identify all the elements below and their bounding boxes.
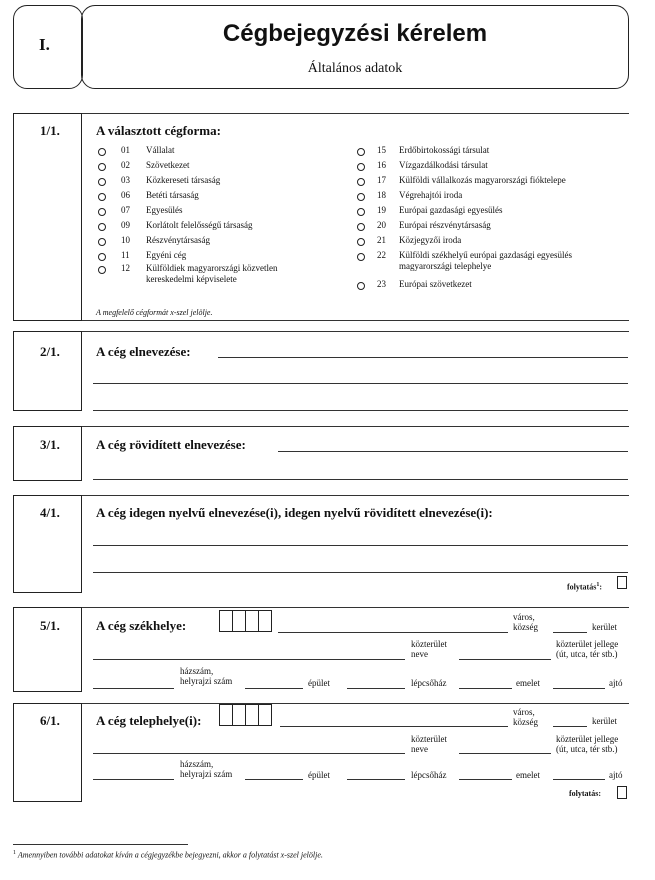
- section-2-number-box: [13, 331, 82, 411]
- company-form-radio-22[interactable]: [357, 253, 365, 261]
- section-1-bottom-rule: [82, 320, 629, 321]
- staircase-line[interactable]: [347, 688, 405, 689]
- foreign-name-line-2[interactable]: [93, 572, 628, 573]
- district-label: kerület: [592, 716, 617, 726]
- staircase-label: lépcsőház: [411, 770, 447, 780]
- company-form-radio-06[interactable]: [98, 193, 106, 201]
- street-name-line[interactable]: [93, 753, 405, 754]
- company-form-code: 22: [377, 250, 386, 260]
- continuation-checkbox[interactable]: [617, 576, 627, 589]
- building-line[interactable]: [245, 688, 303, 689]
- company-form-code: 06: [121, 190, 130, 200]
- section-2-top-rule: [82, 331, 629, 332]
- company-form-label: Szövetkezet: [146, 160, 190, 170]
- street-name-line[interactable]: [93, 659, 405, 660]
- company-form-label: Vállalat: [146, 145, 175, 155]
- section-roman-numeral: I.: [39, 35, 50, 54]
- continuation-label: folytatás$^1$:: [567, 582, 602, 592]
- company-form-label: Korlátolt felelősségű társaság: [146, 220, 253, 230]
- staircase-line[interactable]: [347, 779, 405, 780]
- section-3-title: A cég rövidített elnevezése:: [96, 437, 246, 452]
- continuation-checkbox[interactable]: [617, 786, 627, 799]
- company-form-radio-07[interactable]: [98, 208, 106, 216]
- company-form-radio-11[interactable]: [98, 253, 106, 261]
- section-1-number: 1/1.: [40, 123, 60, 138]
- section-3-number-box: [13, 426, 82, 481]
- section-3-number: 3/1.: [40, 437, 60, 452]
- section-5-number: 5/1.: [40, 618, 60, 633]
- district-label: kerület: [592, 622, 617, 632]
- company-form-code: 01: [121, 145, 130, 155]
- house-number-line[interactable]: [93, 688, 174, 689]
- city-line[interactable]: [280, 726, 508, 727]
- company-form-code: 03: [121, 175, 130, 185]
- street-type-label: közterület jellege (út, utca, tér stb.): [556, 639, 619, 659]
- company-form-label: Európai szövetkezet: [399, 279, 472, 289]
- street-name-label: közterület neve: [411, 639, 447, 659]
- company-form-code: 02: [121, 160, 130, 170]
- company-name-line-3[interactable]: [93, 410, 628, 411]
- company-form-radio-03[interactable]: [98, 178, 106, 186]
- company-name-line-1[interactable]: [218, 357, 628, 358]
- building-line[interactable]: [245, 779, 303, 780]
- section-6-top-rule: [82, 703, 629, 704]
- company-form-label: Európai gazdasági egyesülés: [399, 205, 503, 215]
- street-type-line[interactable]: [459, 659, 551, 660]
- section-6-number: 6/1.: [40, 713, 60, 728]
- house-number-label: házszám, helyrajzi szám: [180, 666, 233, 686]
- footnote: [13, 850, 323, 860]
- company-form-label: Vízgazdálkodási társulat: [399, 160, 488, 170]
- floor-label: emelet: [516, 678, 540, 688]
- company-form-note: A megfelelő cégformát x-szel jelölje.: [96, 308, 213, 317]
- postal-code-cells[interactable]: [219, 610, 272, 632]
- floor-line[interactable]: [459, 688, 512, 689]
- company-form-label: Végrehajtói iroda: [399, 190, 463, 200]
- company-form-code: 09: [121, 220, 130, 230]
- section-4-title: A cég idegen nyelvű elnevezése(i), idegen nyelvű rövidített elnevezése(i):: [96, 505, 493, 520]
- company-form-radio-16[interactable]: [357, 163, 365, 171]
- district-line[interactable]: [553, 632, 587, 633]
- company-form-radio-21[interactable]: [357, 238, 365, 246]
- section-5-title: A cég székhelye:: [96, 618, 187, 633]
- company-form-radio-02[interactable]: [98, 163, 106, 171]
- company-form-radio-10[interactable]: [98, 238, 106, 246]
- section-5-top-rule: [82, 607, 629, 608]
- company-form-code: 17: [377, 175, 386, 185]
- company-form-code: 16: [377, 160, 386, 170]
- company-form-radio-01[interactable]: [98, 148, 106, 156]
- door-line[interactable]: [553, 688, 605, 689]
- company-form-code: 19: [377, 205, 386, 215]
- staircase-label: lépcsőház: [411, 678, 447, 688]
- house-number-line[interactable]: [93, 779, 174, 780]
- street-type-label: közterület jellege (út, utca, tér stb.): [556, 734, 619, 754]
- section-4-top-rule: [82, 495, 629, 496]
- street-type-line[interactable]: [459, 753, 551, 754]
- company-form-code: 07: [121, 205, 130, 215]
- company-form-code: 11: [121, 250, 130, 260]
- page-subtitle: Általános adatok: [307, 61, 403, 76]
- company-form-label: Külföldi székhelyű európai gazdasági egyesülés magyarországi telephelye: [399, 250, 572, 271]
- house-number-label: házszám, helyrajzi szám: [180, 759, 233, 779]
- company-form-label: Közjegyzői iroda: [399, 235, 462, 245]
- building-label: épület: [308, 678, 330, 688]
- district-line[interactable]: [553, 726, 587, 727]
- section-1-top-rule: [82, 113, 629, 114]
- company-form-label: Külföldiek magyarországi közvetlen kereskedelmi képviselete: [146, 263, 278, 284]
- company-form-radio-18[interactable]: [357, 193, 365, 201]
- company-form-code: 10: [121, 235, 130, 245]
- short-name-line-2[interactable]: [93, 479, 628, 480]
- continuation-label: folytatás:: [569, 789, 601, 798]
- company-form-radio-23[interactable]: [357, 282, 365, 290]
- footnote-text: Amennyiben további adatokat kíván a cégjegyzékbe bejegyezni, akkor a folytatást x-szel jelölje.: [17, 850, 323, 860]
- street-name-label: közterület neve: [411, 734, 447, 754]
- floor-label: emelet: [516, 770, 540, 780]
- section-4-number: 4/1.: [40, 505, 60, 520]
- city-line[interactable]: [278, 632, 508, 633]
- footnote-mark: 1: [13, 850, 16, 856]
- postal-code-cells[interactable]: [219, 704, 272, 726]
- section-1-title: A választott cégforma:: [96, 123, 221, 138]
- short-name-line-1[interactable]: [278, 451, 628, 452]
- company-form-label: Részvénytársaság: [146, 235, 210, 245]
- company-form-label: Egyesülés: [146, 205, 183, 215]
- company-form-code: 23: [377, 279, 386, 289]
- company-form-code: 20: [377, 220, 386, 230]
- city-label: város, község: [513, 707, 538, 727]
- section-2-title: A cég elnevezése:: [96, 344, 191, 359]
- company-form-code: 18: [377, 190, 386, 200]
- door-label: ajtó: [609, 770, 623, 780]
- company-form-code: 15: [377, 145, 386, 155]
- section-6-title: A cég telephelye(i):: [96, 713, 202, 728]
- floor-line[interactable]: [459, 779, 512, 780]
- door-line[interactable]: [553, 779, 605, 780]
- footnote-rule: [13, 844, 188, 845]
- footnote-ref: 1: [596, 582, 600, 588]
- company-form-radio-19[interactable]: [357, 208, 365, 216]
- company-form-label: Európai részvénytársaság: [399, 220, 491, 230]
- company-form-radio-17[interactable]: [357, 178, 365, 186]
- section-1-number-box: [13, 113, 82, 321]
- section-2-number: 2/1.: [40, 344, 60, 359]
- city-label: város, község: [513, 612, 538, 632]
- company-form-radio-09[interactable]: [98, 223, 106, 231]
- company-form-radio-20[interactable]: [357, 223, 365, 231]
- company-form-code: 21: [377, 235, 386, 245]
- foreign-name-line-1[interactable]: [93, 545, 628, 546]
- section-3-top-rule: [82, 426, 629, 427]
- building-label: épület: [308, 770, 330, 780]
- company-form-label: Külföldi vállalkozás magyarországi fióktelepe: [399, 175, 566, 185]
- company-name-line-2[interactable]: [93, 383, 628, 384]
- company-form-label: Erdőbirtokossági társulat: [399, 145, 490, 155]
- company-form-radio-12[interactable]: [98, 266, 106, 274]
- company-form-code: 12: [121, 263, 130, 273]
- company-form-label: Közkereseti társaság: [146, 175, 221, 185]
- page-title: Cégbejegyzési kérelem: [222, 20, 488, 47]
- company-form-label: Betéti társaság: [146, 190, 199, 200]
- company-form-radio-15[interactable]: [357, 148, 365, 156]
- company-form-label: Egyéni cég: [146, 250, 187, 260]
- door-label: ajtó: [609, 678, 623, 688]
